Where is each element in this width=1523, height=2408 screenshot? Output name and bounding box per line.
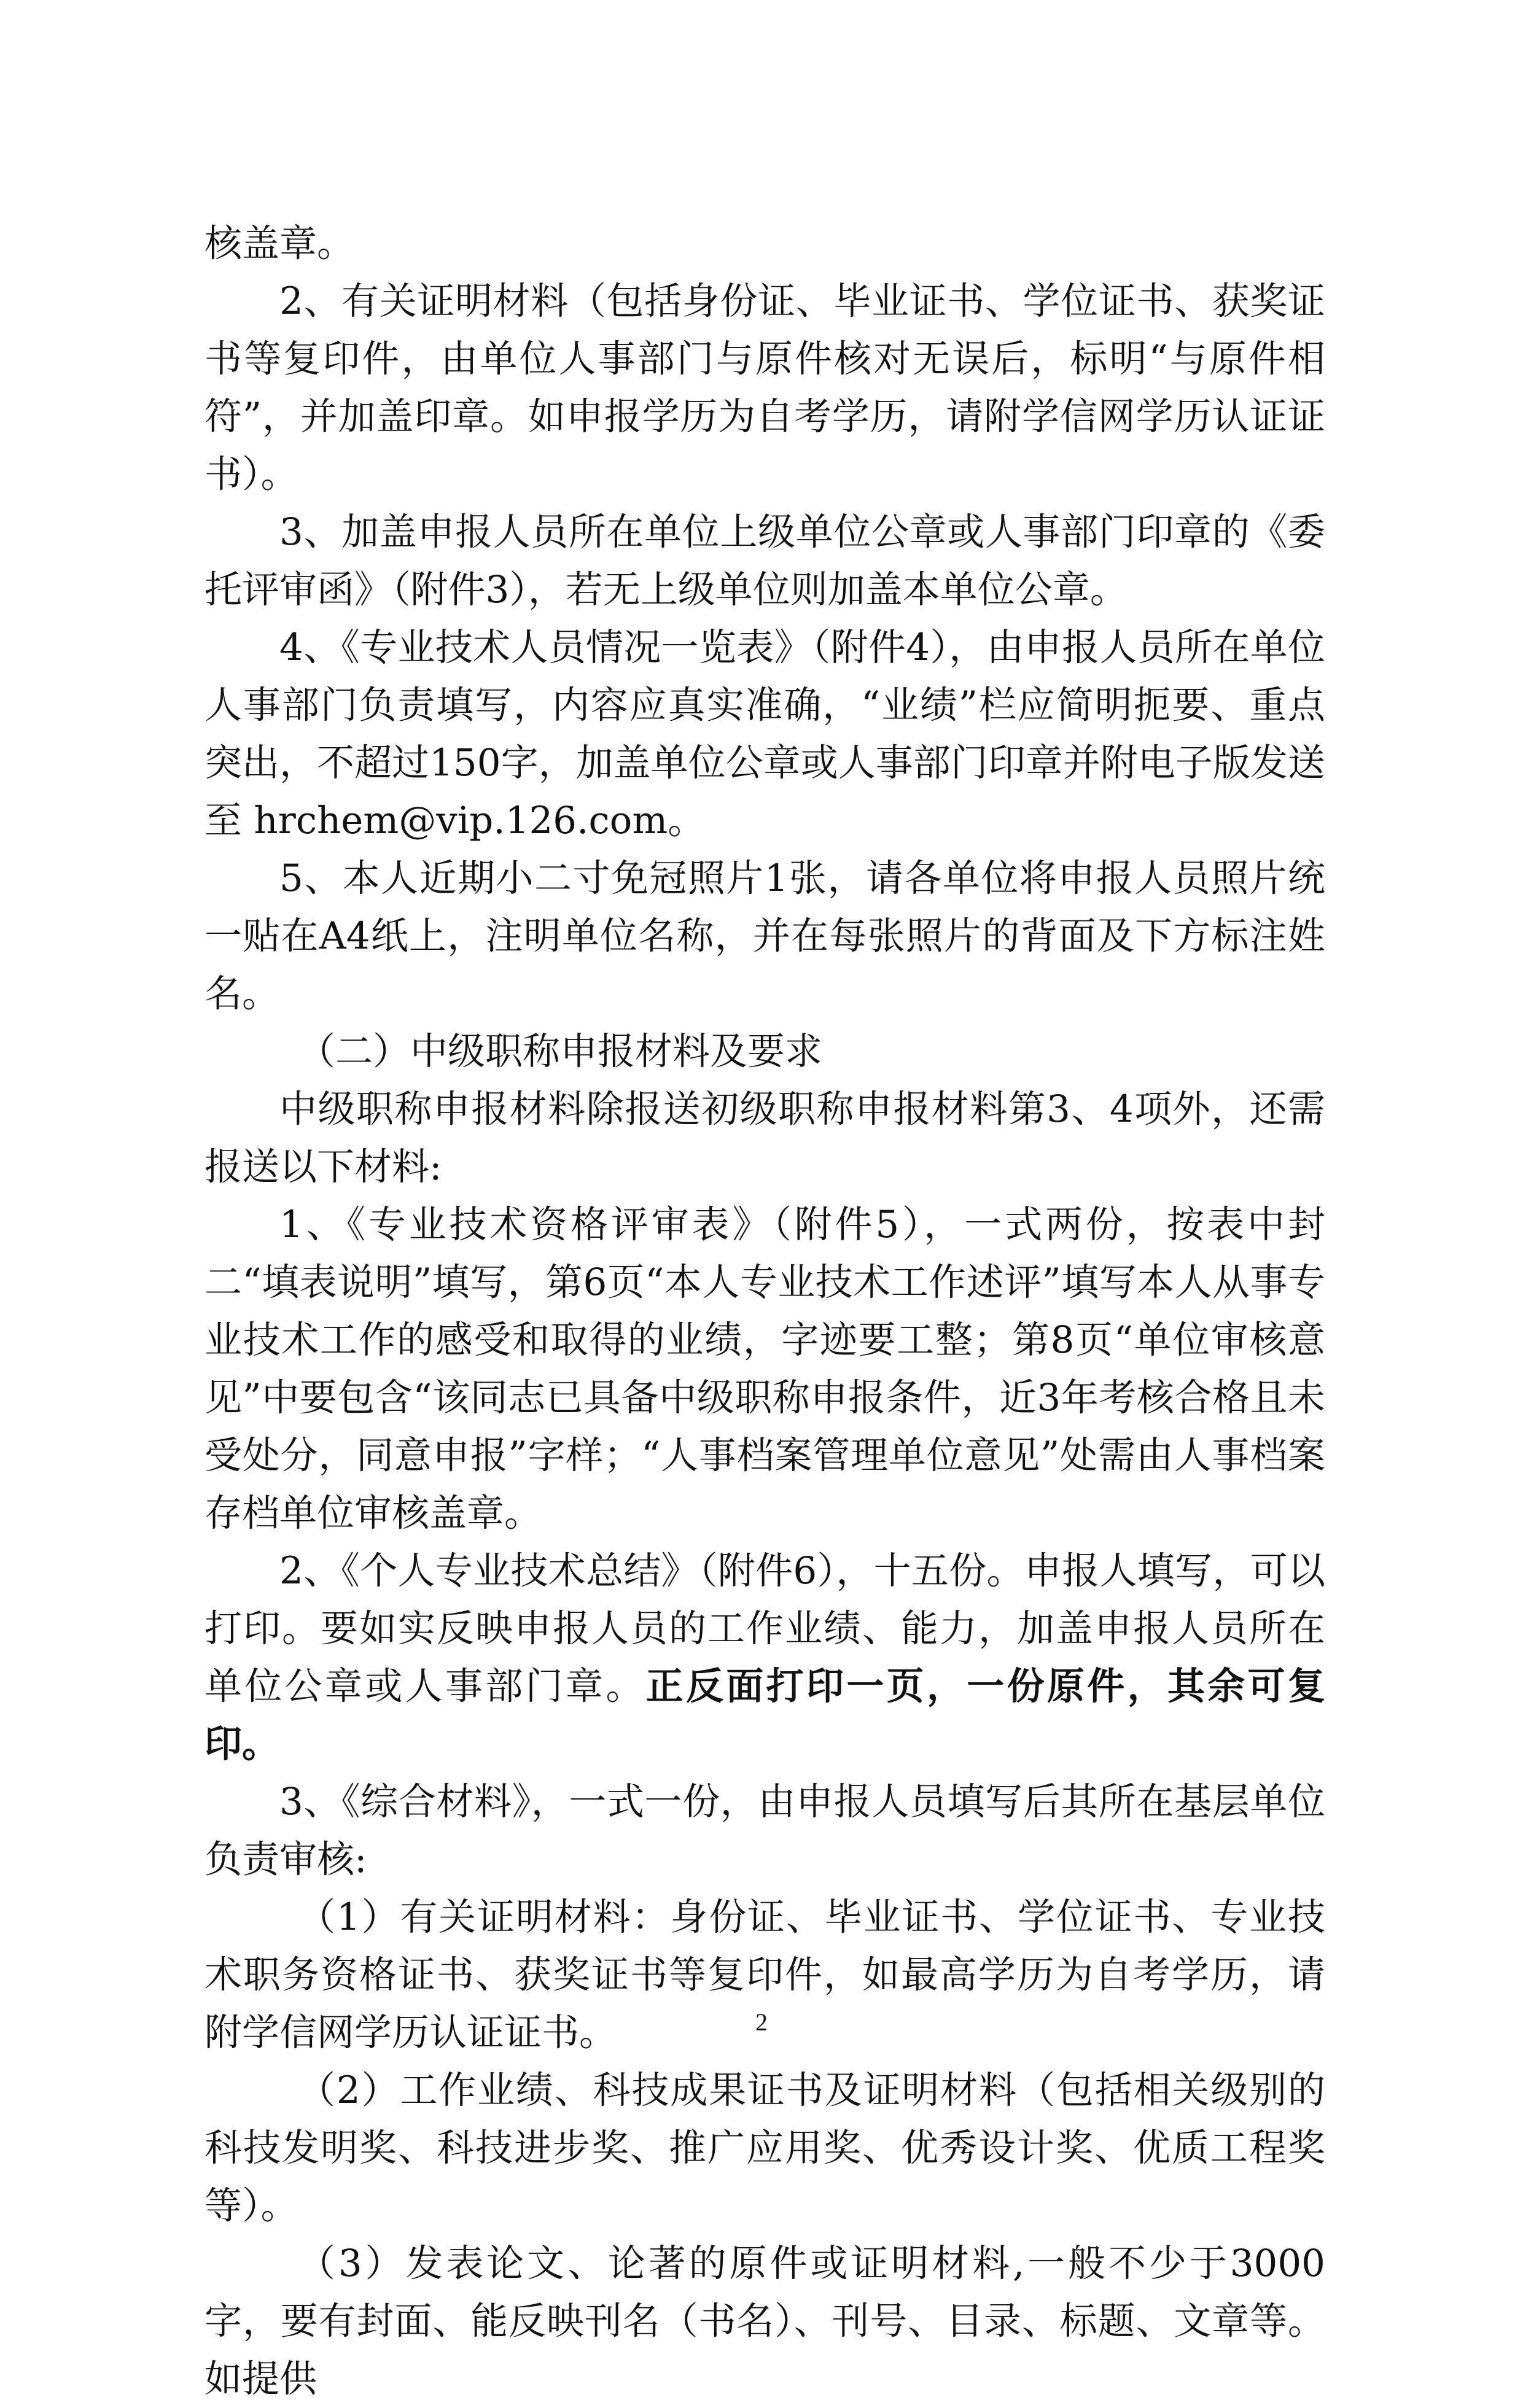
paragraph-item-3-comprehensive: 3、《综合材料》，一式一份，由申报人员填写后其所在基层单位负责审核: xyxy=(204,1780,1325,1881)
section-heading-intermediate: （二）中级职称申报材料及要求 xyxy=(298,1030,823,1073)
paragraph-sub-1-proof: （1）有关证明材料：身份证、毕业证书、学位证书、专业技术职务资格证书、获奖证书等复印件，如最高学历为自考学历，请附学信网学历认证证书。 xyxy=(204,1895,1325,2054)
page-number: 2 xyxy=(755,2008,768,2036)
summary-bold-note: 正反面打印一页，一份原件，其余可复印。 xyxy=(204,1664,1325,1766)
paragraph-item-4-staff-table: 4、《专业技术人员情况一览表》（附件4），由申报人员所在单位人事部门负责填写，内容应真实准确，“业绩”栏应简明扼要、重点突出，不超过150字，加盖单位公章或人事部门印章并附电子版发送至 hrchem@vip.126.com。 xyxy=(204,626,1325,842)
paragraph-item-1-review-form: 1、《专业技术资格评审表》（附件5），一式两份，按表中封二“填表说明”填写，第6页“本人专业技术工作述评”填写本人从事专业技术工作的感受和取得的业绩，字迹要工整；第8页“单位审核意见”中要包含“该同志已具备中级职称申报条件，近3年考核合格且未受处分，同意申报”字样；“人事档案管理单位意见”处需由人事档案存档单位审核盖章。 xyxy=(204,1203,1325,1535)
paragraph-item-2-certificates: 2、有关证明材料（包括身份证、毕业证书、学位证书、获奖证书等复印件，由单位人事部门与原件核对无误后，标明“与原件相符”，并加盖印章。如申报学历为自考学历，请附学信网学历认证证书）。 xyxy=(204,279,1325,496)
document-body xyxy=(204,215,1325,2408)
paragraph-sub-3-papers: （3）发表论文、论著的原件或证明材料,一般不少于3000字，要有封面、能反映刊名（书名）、刊号、目录、标题、文章等。如提供 xyxy=(204,2242,1325,2401)
paragraph-item-5-photo: 5、本人近期小二寸免冠照片1张，请各单位将申报人员照片统一贴在A4纸上，注明单位名称，并在每张照片的背面及下方标注姓名。 xyxy=(204,856,1325,1016)
paragraph-intermediate-intro: 中级职称申报材料除报送初级职称申报材料第3、4项外，还需报送以下材料: xyxy=(204,1087,1325,1189)
paragraph-continuation: 核盖章。 xyxy=(204,222,355,265)
paragraph-item-2-summary xyxy=(204,1542,1325,1773)
paragraph-sub-2-achievements: （2）工作业绩、科技成果证书及证明材料（包括相关级别的科技发明奖、科技进步奖、推广应用奖、优秀设计奖、优质工程奖等）。 xyxy=(204,2068,1325,2227)
summary-text: 2、《个人专业技术总结》（附件6），十五份。申报人填写，可以打印。要如实反映申报人员的工作业绩、能力，加盖申报人员所在单位公章或人事部门章。 xyxy=(204,1549,1325,1708)
paragraph-item-3-entrust-letter: 3、加盖申报人员所在单位上级单位公章或人事部门印章的《委托评审函》（附件3），若无上级单位则加盖本单位公章。 xyxy=(204,510,1325,612)
